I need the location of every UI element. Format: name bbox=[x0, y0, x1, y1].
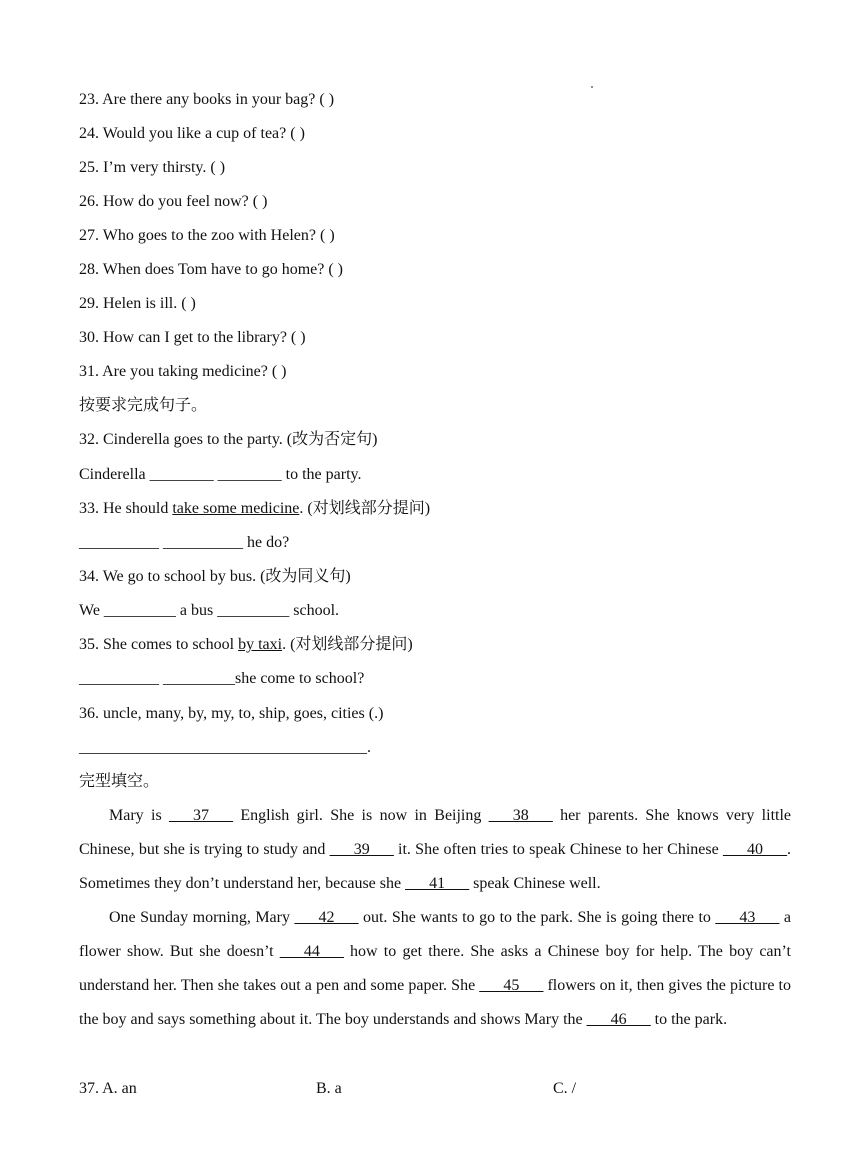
q37-option-a: 37. A. an bbox=[79, 1080, 137, 1097]
section-heading-rewrite: 按要求完成句子。 bbox=[79, 397, 208, 414]
cloze-blank-45: ___45___ bbox=[479, 977, 544, 994]
stray-dot bbox=[591, 86, 593, 88]
question-33-prompt bbox=[79, 499, 430, 519]
question-29: 29. Helen is ill. ( ) bbox=[79, 295, 196, 312]
q35-underlined-phrase: by taxi bbox=[238, 636, 283, 653]
cloze-text: out. She wants to go to the park. She is going there to bbox=[358, 909, 716, 926]
question-32-prompt: 32. Cinderella goes to the party. (改为否定句) bbox=[79, 431, 378, 448]
cloze-blank-38: ___38___ bbox=[488, 807, 553, 824]
cloze-text: how to get there. She asks a Chinese boy for help. The boy can’t understand her. Then she takes out a pen and some paper. She bbox=[79, 943, 792, 994]
cloze-blank-37: ___37___ bbox=[169, 807, 234, 824]
question-35-answer-line: __________ _________she come to school? bbox=[79, 670, 365, 687]
cloze-blank-40: ___40___ bbox=[723, 841, 788, 858]
question-32-answer-line: Cinderella ________ ________ to the party. bbox=[79, 466, 362, 483]
cloze-text: speak Chinese well. bbox=[469, 875, 601, 892]
cloze-text: her parents. She knows very little Chinese, but she is trying to study and bbox=[79, 807, 792, 858]
cloze-blank-43: ___43___ bbox=[715, 909, 780, 926]
question-34-prompt: 34. We go to school by bus. (改为同义句) bbox=[79, 568, 351, 585]
question-36-prompt: 36. uncle, many, by, my, to, ship, goes, cities (.) bbox=[79, 705, 384, 722]
cloze-paragraph-1 bbox=[79, 799, 791, 901]
q35-text-post: . (对划线部分提问) bbox=[282, 636, 413, 653]
q33-text-post: . (对划线部分提问) bbox=[299, 500, 431, 517]
q37-option-b: B. a bbox=[316, 1080, 342, 1097]
cloze-text: English girl. She is now in Beijing bbox=[233, 807, 489, 824]
cloze-blank-42: ___42___ bbox=[294, 909, 359, 926]
cloze-text: flowers on it, then gives the picture to the boy and says something about it. The boy understands and shows Mary the bbox=[79, 977, 792, 1028]
question-24: 24. Would you like a cup of tea? ( ) bbox=[79, 125, 305, 142]
cloze-blank-44: ___44___ bbox=[279, 943, 344, 960]
cloze-text: a flower show. But she doesn’t bbox=[79, 909, 792, 960]
question-26: 26. How do you feel now? ( ) bbox=[79, 193, 268, 210]
question-36-answer-line: ____________________________________. bbox=[79, 739, 371, 756]
question-27: 27. Who goes to the zoo with Helen? ( ) bbox=[79, 227, 335, 244]
q33-underlined-phrase: take some medicine bbox=[172, 500, 300, 517]
cloze-text: Mary is bbox=[109, 807, 170, 824]
cloze-blank-46: ___46___ bbox=[586, 1011, 651, 1028]
section-heading-cloze: 完型填空。 bbox=[79, 773, 160, 790]
cloze-text: One Sunday morning, Mary bbox=[109, 909, 295, 926]
cloze-text: it. She often tries to speak Chinese to her Chinese bbox=[393, 841, 724, 858]
question-31: 31. Are you taking medicine? ( ) bbox=[79, 363, 287, 380]
cloze-paragraph-2 bbox=[79, 901, 791, 1037]
q35-text-pre: 35. She comes to school bbox=[79, 636, 239, 653]
question-34-answer-line: We _________ a bus _________ school. bbox=[79, 602, 340, 619]
question-25: 25. I’m very thirsty. ( ) bbox=[79, 159, 226, 176]
question-33-answer-line: __________ __________ he do? bbox=[79, 534, 290, 551]
cloze-blank-39: ___39___ bbox=[329, 841, 394, 858]
question-23: 23. Are there any books in your bag? ( ) bbox=[79, 91, 335, 108]
q33-text-pre: 33. He should bbox=[79, 500, 173, 517]
q37-option-c: C. / bbox=[553, 1080, 577, 1097]
question-35-prompt bbox=[79, 635, 413, 655]
cloze-text: . Sometimes they don’t understand her, because she bbox=[79, 841, 792, 892]
cloze-text: to the park. bbox=[650, 1011, 728, 1028]
question-30: 30. How can I get to the library? ( ) bbox=[79, 329, 306, 346]
cloze-blank-41: ___41___ bbox=[405, 875, 470, 892]
question-28: 28. When does Tom have to go home? ( ) bbox=[79, 261, 344, 278]
